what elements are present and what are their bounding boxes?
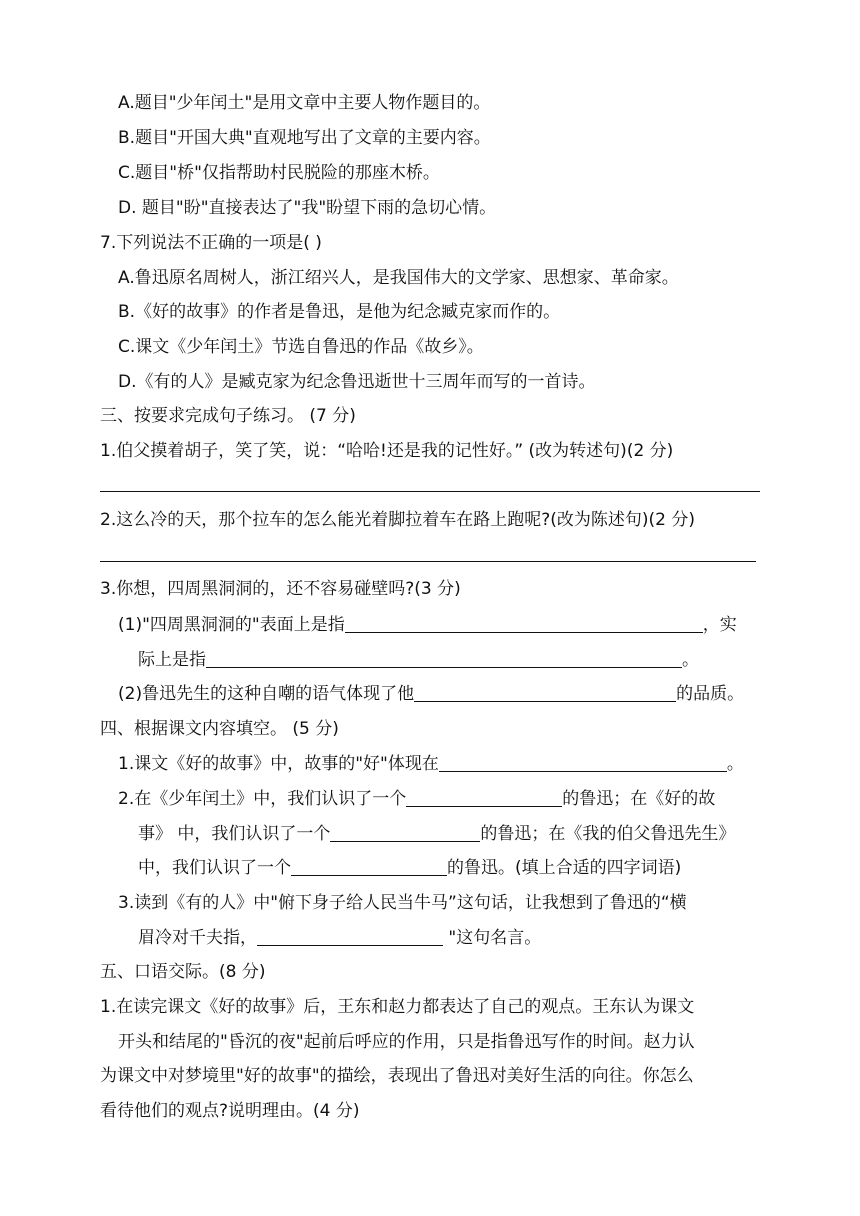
section4-heading: 四、根据课文内容填空。 (5 分) <box>100 719 339 739</box>
q3-1-text-d: 。 <box>682 650 699 670</box>
section3-q1: 1.伯父摸着胡子，笑了笑，说：“哈哈!还是我的记性好。” (改为转述句)(2 分) <box>100 441 674 461</box>
section3-q2: 2.这么冷的天，那个拉车的怎么能光着脚拉着车在路上跑呢?(改为陈述句)(2 分) <box>100 510 695 530</box>
section5-q1-line3: 为课文中对梦境里"好的故事"的描绘，表现出了鲁迅对美好生活的向往。你怎么 <box>100 1066 694 1086</box>
blank-s4-q1[interactable] <box>439 753 727 772</box>
answer-line-q2[interactable] <box>100 561 756 562</box>
s4-q2-text-b: 的鲁迅；在《好的故 <box>562 789 716 809</box>
q3-2-text-a: (2)鲁迅先生的这种自嘲的语气体现了他 <box>118 684 415 704</box>
section4-q2-cont2 <box>138 857 681 879</box>
q3-1-text-a: (1)"四周黑洞洞的"表面上是指 <box>118 615 345 635</box>
section4-q3: 3.读到《有的人》中"俯下身子给人民当牛马”这句话，让我想到了鲁迅的“横 <box>118 893 687 913</box>
s4-q1-text-a: 1.课文《好的故事》中，故事的"好"体现在 <box>118 754 439 774</box>
s4-q2-text-c: 事》 中，我们认识了一个 <box>138 824 331 844</box>
blank-s4-q2-1[interactable] <box>406 788 562 807</box>
blank-s4-q2-3[interactable] <box>291 857 447 876</box>
blank-q3-2[interactable] <box>414 683 676 702</box>
section3-q3-2 <box>118 683 744 705</box>
q6-option-d: D. 题目"盼"直接表达了"我"盼望下雨的急切心情。 <box>118 198 497 218</box>
blank-s4-q2-2[interactable] <box>330 823 480 842</box>
answer-line-q1[interactable] <box>100 491 760 492</box>
s4-q2-text-d: 的鲁迅；在《我的伯父鲁迅先生》 <box>480 824 736 844</box>
section5-q1-line1: 1.在读完课文《好的故事》后，王东和赵力都表达了自己的观点。王东认为课文 <box>100 997 695 1017</box>
section5-q1-line4: 看待他们的观点?说明理由。(4 分) <box>100 1101 360 1121</box>
section5-heading: 五、口语交际。(8 分) <box>100 962 266 982</box>
section4-q1 <box>118 753 744 775</box>
section3-q3-1-cont <box>138 649 699 671</box>
q6-option-b: B.题目"开国大典"直观地写出了文章的主要内容。 <box>118 128 491 148</box>
blank-q3-1-actual[interactable] <box>206 649 682 668</box>
section4-q3-cont <box>138 927 541 949</box>
section3-q3: 3.你想，四周黑洞洞的，还不容易碰壁吗?(3 分) <box>100 579 461 599</box>
s4-q2-text-e: 中，我们认识了一个 <box>138 858 291 878</box>
q6-option-c: C.题目"桥"仅指帮助村民脱险的那座木桥。 <box>118 163 440 183</box>
q7-option-d: D.《有的人》是臧克家为纪念鲁迅逝世十三周年而写的一首诗。 <box>118 372 596 392</box>
s4-q3-text-b: 眉冷对千夫指， <box>138 928 257 948</box>
section3-q3-1 <box>118 614 737 636</box>
q3-1-text-c: 际上是指 <box>138 650 206 670</box>
s4-q1-text-b: 。 <box>726 754 744 774</box>
blank-s4-q3[interactable] <box>257 927 443 946</box>
blank-q3-1-surface[interactable] <box>345 614 703 633</box>
q6-option-a: A.题目"少年闰土"是用文章中主要人物作题目的。 <box>118 93 491 113</box>
s4-q3-text-c: "这句名言。 <box>443 928 542 948</box>
q7-stem: 7.下列说法不正确的一项是( ) <box>100 233 322 253</box>
s4-q2-text-f: 的鲁迅。(填上合适的四字词语) <box>447 858 682 878</box>
q7-option-b: B.《好的故事》的作者是鲁迅，是他为纪念臧克家而作的。 <box>118 302 561 322</box>
section4-q2-cont <box>138 823 735 845</box>
section5-q1-line2: 开头和结尾的"昏沉的夜"起前后呼应的作用，只是指鲁迅写作的时间。赵力认 <box>118 1032 695 1052</box>
q3-2-text-b: 的品质。 <box>676 684 745 704</box>
section4-q2 <box>118 788 715 810</box>
s4-q2-text-a: 2.在《少年闰土》中，我们认识了一个 <box>118 789 407 809</box>
q7-option-c: C.课文《少年闰土》节选自鲁迅的作品《故乡》。 <box>118 337 484 357</box>
q3-1-text-b: ，实 <box>702 615 737 635</box>
section3-heading: 三、按要求完成句子练习。 (7 分) <box>100 406 356 426</box>
q7-option-a: A.鲁迅原名周树人，浙江绍兴人，是我国伟大的文学家、思想家、革命家。 <box>118 268 679 288</box>
